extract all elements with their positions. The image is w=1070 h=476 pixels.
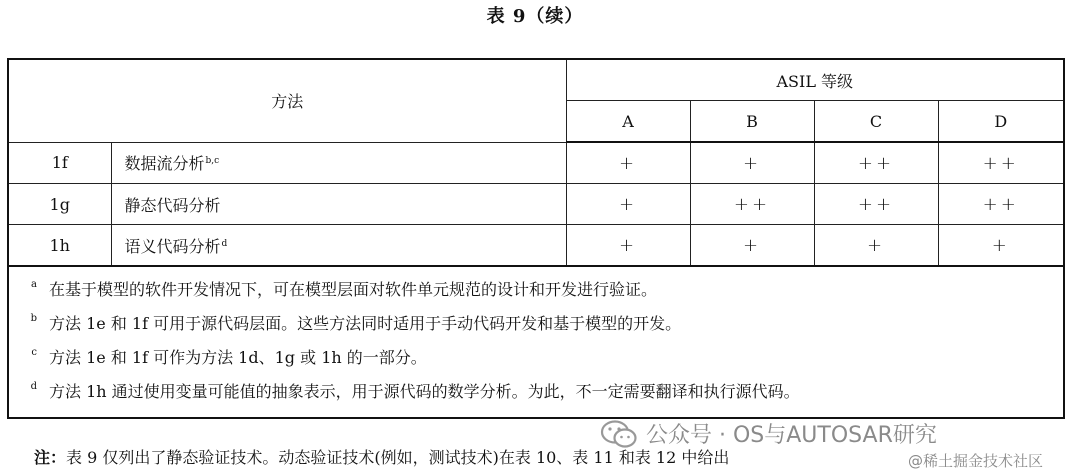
table-row (8, 184, 1064, 225)
table-caption: 表 9（续） (486, 6, 584, 27)
rating-d (938, 225, 1064, 267)
rating-b (690, 184, 814, 225)
footnote-mark: b (30, 313, 37, 324)
footnote-text: 方法 1e 和 1f 可用于源代码层面。这些方法同时适用于手动代码开发和基于模型的开发。 (49, 314, 682, 333)
table-row (8, 225, 1064, 267)
footnote-ref: b,c (205, 156, 220, 167)
table-row (8, 142, 1064, 184)
rating-d (938, 142, 1064, 184)
rating-mark: ++ (982, 152, 1019, 174)
rating-c (814, 184, 938, 225)
rating-mark: ++ (857, 152, 895, 174)
rating-mark: + (742, 234, 762, 256)
footnote-ref: d (221, 238, 228, 249)
rating-b (690, 142, 814, 184)
method-name (111, 184, 566, 225)
rating-mark: + (742, 152, 762, 174)
wechat-icon (600, 419, 638, 449)
asil-level-d: D (938, 101, 1064, 143)
method-text: 语义代码分析 (124, 236, 221, 256)
rating-mark: + (991, 234, 1010, 256)
rating-c (814, 225, 938, 267)
asil-level-b: B (690, 101, 814, 143)
row-id: 1g (8, 184, 111, 225)
footnote-text: 在基于模型的软件开发情况下，可在模型层面对软件单元规范的设计和开发进行验证。 (49, 280, 658, 299)
watermark-channel (600, 418, 937, 449)
method-text: 数据流分析 (124, 154, 205, 174)
method-header: 方法 (8, 59, 566, 142)
asil-method-table (7, 58, 1065, 419)
method-text: 静态代码分析 (124, 195, 221, 215)
rating-d (938, 184, 1064, 225)
watermark-site: @稀土掘金技术社区 (904, 450, 1047, 471)
footnote (9, 341, 1063, 375)
rating-mark: ++ (733, 193, 771, 215)
rating-a (566, 184, 690, 225)
asil-level-c: C (814, 101, 938, 143)
rating-b (690, 225, 814, 267)
rating-a (566, 142, 690, 184)
method-name (111, 225, 566, 267)
rating-mark: ++ (982, 193, 1019, 215)
rating-c (814, 142, 938, 184)
footnote (9, 273, 1063, 307)
note-label: 注： (34, 448, 67, 467)
rating-mark: + (618, 193, 638, 215)
footnote (9, 307, 1063, 341)
row-id: 1h (8, 225, 111, 267)
footnote-text: 方法 1h 通过使用变量可能值的抽象表示，用于源代码的数学分析。为此，不一定需要翻译和执行源代码。 (49, 382, 800, 401)
rating-mark: ++ (857, 193, 895, 215)
rating-a (566, 225, 690, 267)
method-name (111, 142, 566, 184)
footnote-mark: a (31, 279, 37, 290)
footnotes (8, 266, 1064, 418)
rating-mark: + (618, 152, 638, 174)
rating-mark: + (866, 234, 886, 256)
watermark-channel-text: 公众号 · OS与AUTOSAR研究 (646, 423, 937, 448)
row-id: 1f (8, 142, 111, 184)
asil-header: ASIL 等级 (566, 59, 1064, 101)
footnote-text: 方法 1e 和 1f 可作为方法 1d、1g 或 1h 的一部分。 (49, 348, 427, 367)
note-text: 表 9 仅列出了静态验证技术。动态验证技术(例如，测试技术)在表 10、表 11 和表 12 中给出 (66, 448, 730, 467)
rating-mark: + (618, 234, 638, 256)
footnote-mark: c (31, 347, 37, 358)
asil-level-a: A (566, 101, 690, 143)
footnote (9, 375, 1063, 409)
footnote-mark: d (30, 381, 37, 392)
